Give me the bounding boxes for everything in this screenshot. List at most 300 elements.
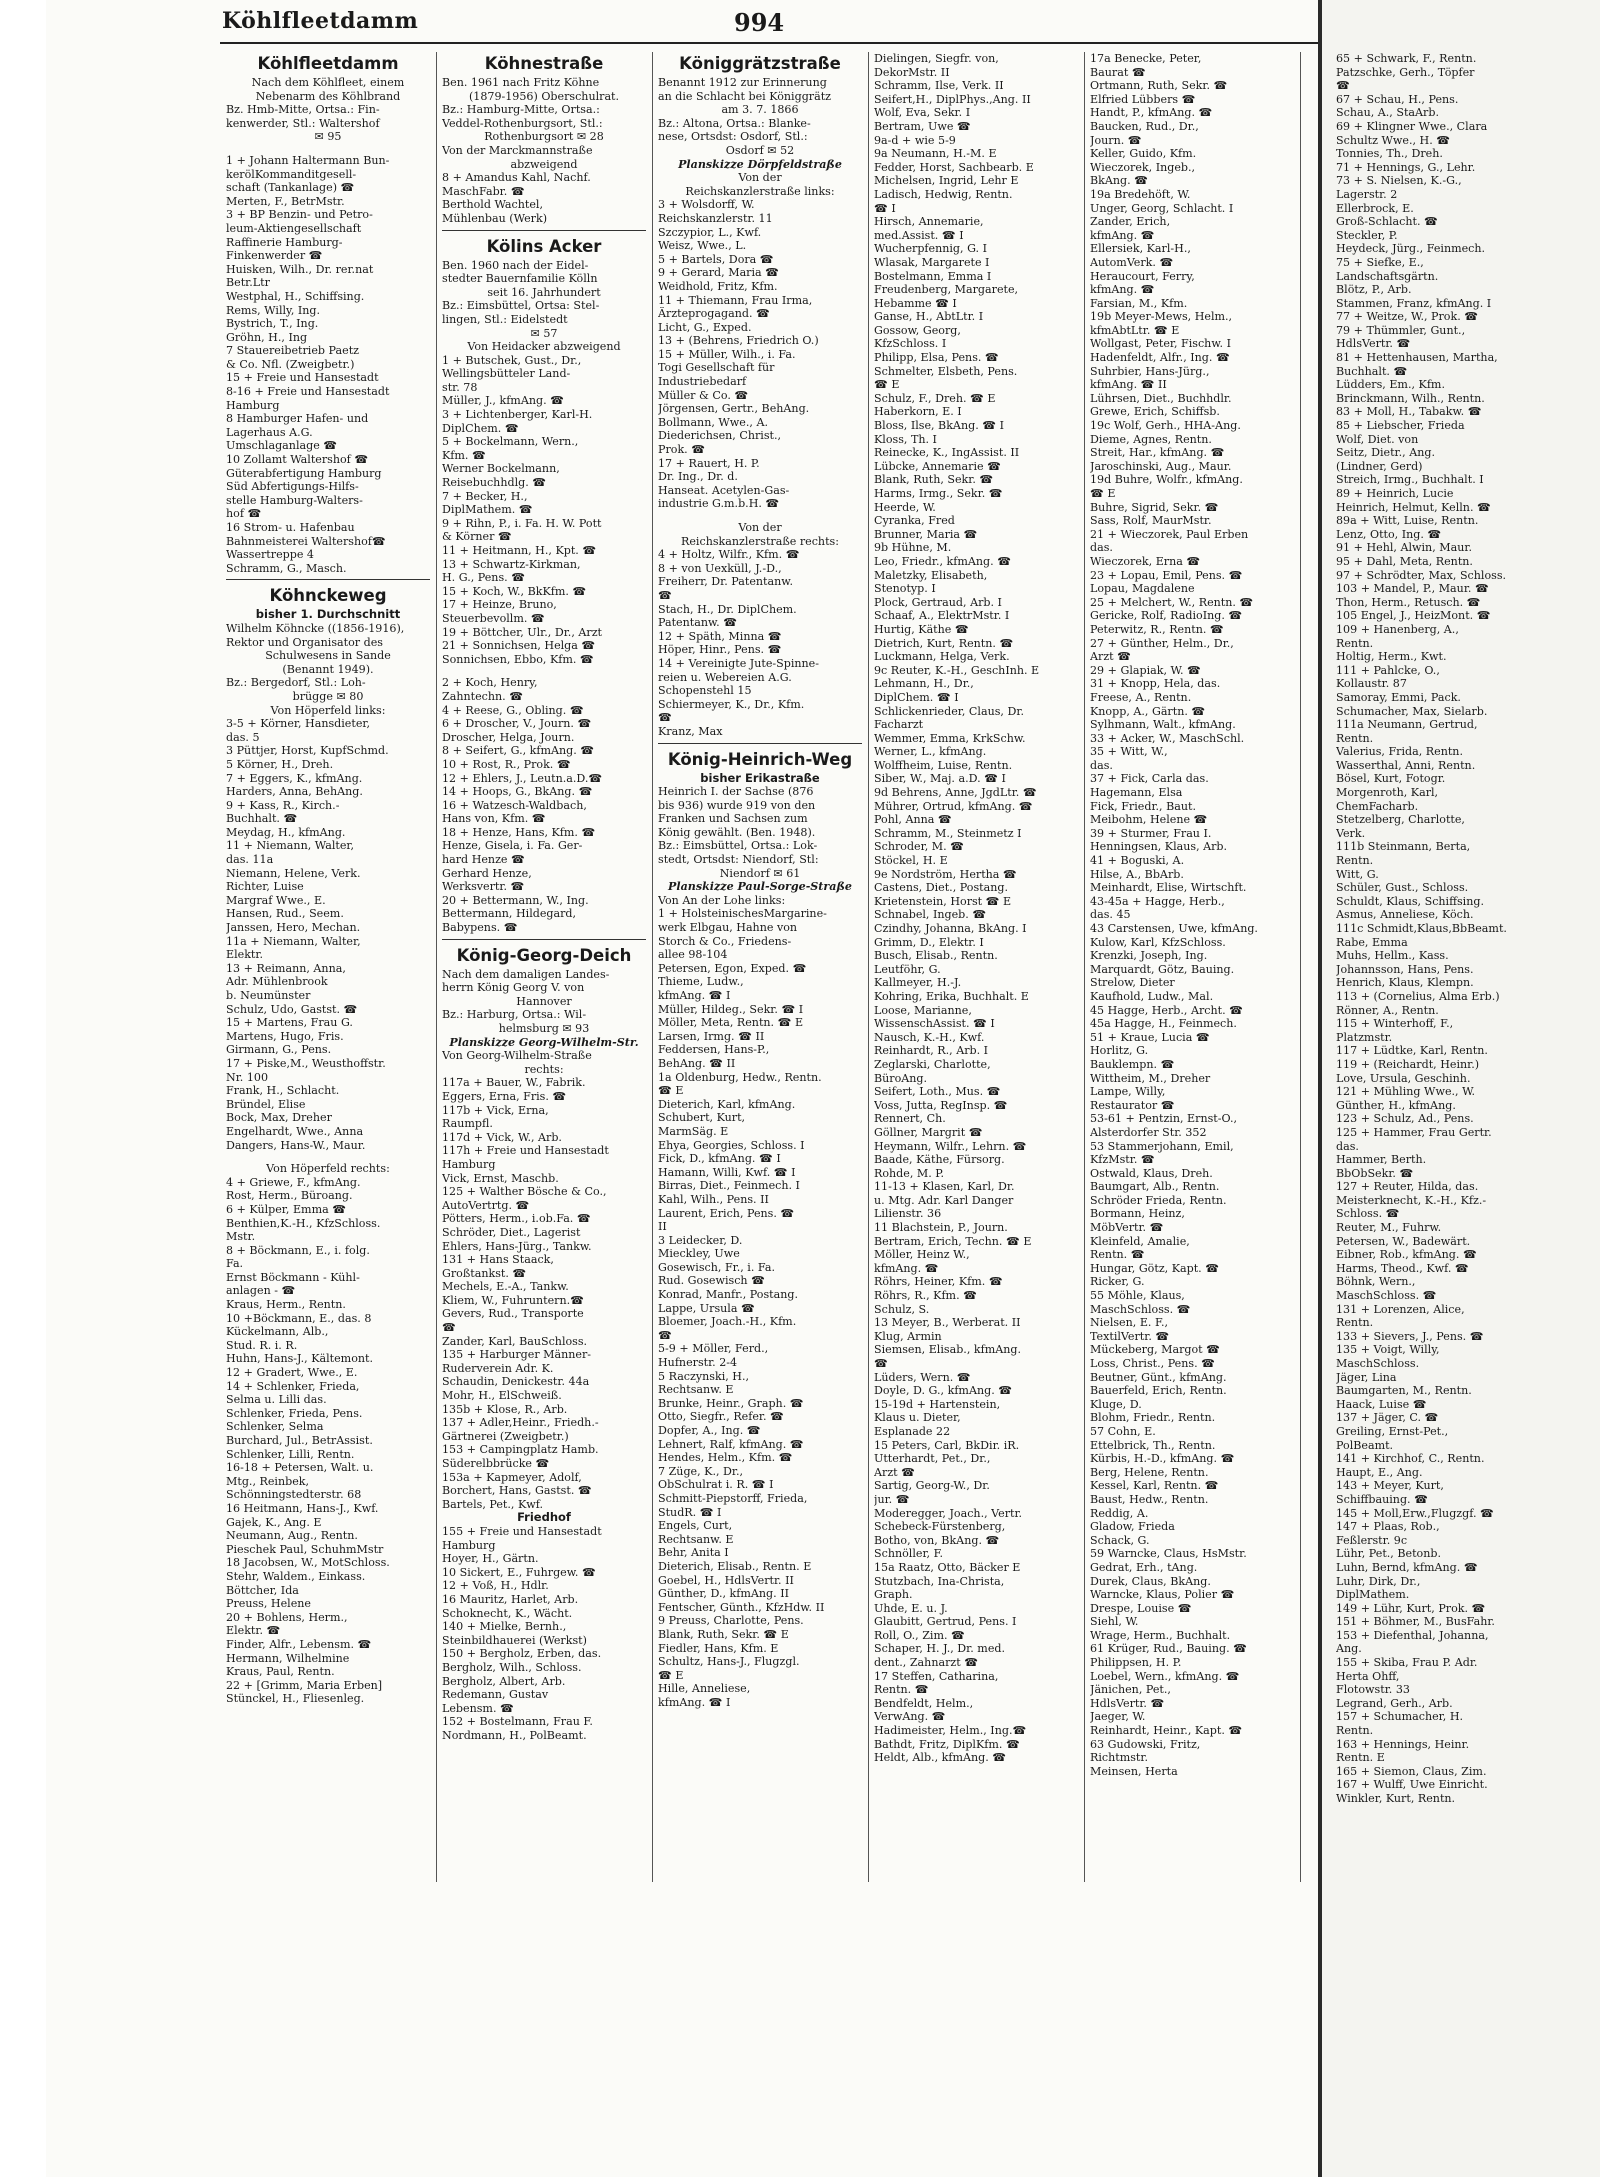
directory-entry: Hebamme ☎ I: [874, 296, 957, 310]
directory-entry: 4 + Holtz, Wilfr., Kfm. ☎: [658, 548, 800, 562]
street-note: (1879-1956) Oberschulrat.: [468, 89, 620, 103]
directory-entry: II: [658, 1220, 667, 1234]
directory-entry: Schröder Frieda, Rentn.: [1090, 1193, 1227, 1207]
directory-entry: Lampe, Willy,: [1090, 1085, 1166, 1099]
directory-entry: Lühr, Pet., Betonb.: [1336, 1547, 1441, 1561]
directory-entry: 9 + Rihn, P., i. Fa. H. W. Pott: [442, 516, 602, 530]
directory-entry: Neumann, Aug., Rentn.: [226, 1529, 358, 1543]
directory-entry: 17 Steffen, Catharina,: [874, 1669, 999, 1683]
directory-entry: Kessel, Karl, Rentn. ☎: [1090, 1479, 1219, 1493]
directory-entry: Adr. Mühlenbrook: [226, 975, 328, 989]
directory-entry: Rentn.: [1336, 636, 1374, 650]
directory-entry: 69 + Klingner Wwe., Clara: [1336, 119, 1488, 133]
directory-entry: Loebel, Wern., kfmAng. ☎: [1090, 1669, 1240, 1683]
directory-entry: 135b + Klose, R., Arb.: [442, 1402, 568, 1416]
directory-entry: 17 + Heinze, Bruno,: [442, 598, 557, 612]
directory-entry: Wemmer, Emma, KrkSchw.: [874, 731, 1026, 745]
directory-entry: Böttcher, Ida: [226, 1583, 299, 1597]
directory-entry: Berg, Helene, Rentn.: [1090, 1465, 1209, 1479]
directory-entry: 14 + Hoops, G., BkAng. ☎: [442, 785, 593, 799]
directory-entry: Benthien,K.-H., KfzSchloss.: [226, 1216, 381, 1230]
directory-entry: Love, Ursula, Geschinh.: [1336, 1071, 1471, 1085]
directory-entry: Flotowstr. 33: [1336, 1683, 1410, 1697]
directory-entry: Patzschke, Gerh., Töpfer: [1336, 65, 1475, 79]
directory-entry: ChemFacharb.: [1336, 799, 1419, 813]
directory-entry: 21 + Wieczorek, Paul Erben: [1090, 527, 1249, 541]
directory-entry: Heymann, Wilfr., Lehrn. ☎: [874, 1139, 1027, 1153]
directory-entry: König gewählt. (Ben. 1948).: [658, 825, 816, 839]
directory-entry: DiplMathem. ☎: [442, 503, 533, 517]
directory-entry: Hoyer, H., Gärtn.: [442, 1552, 539, 1566]
directory-entry: 83 + Moll, H., Tabakw. ☎: [1336, 405, 1482, 419]
directory-entry: Elektr. ☎: [226, 1624, 281, 1638]
directory-entry: 13 + Schwartz-Kirkman,: [442, 557, 581, 571]
directory-entry: Warncke, Klaus, Polier ☎: [1090, 1588, 1235, 1602]
directory-entry: leum-Aktiengesellschaft: [226, 221, 362, 235]
directory-entry: 8 Hamburger Hafen- und: [226, 412, 369, 426]
directory-entry: Luckmann, Helga, Verk.: [874, 650, 1010, 664]
directory-entry: Hadenfeldt, Alfr., Ing. ☎: [1090, 351, 1230, 365]
directory-entry: Rentn.: [1336, 731, 1374, 745]
directory-entry: 14 + Vereinigte Jute-Spinne-: [658, 656, 819, 670]
directory-entry: Lappe, Ursula ☎: [658, 1301, 755, 1315]
directory-entry: Wassertreppe 4: [226, 548, 314, 562]
directory-entry: 103 + Mandel, P., Maur. ☎: [1336, 582, 1489, 596]
directory-entry: Bollmann, Wwe., A.: [658, 415, 768, 429]
directory-entry: Feddersen, Hans-P.,: [658, 1043, 770, 1057]
directory-entry: 153 + Diefenthal, Johanna,: [1336, 1628, 1489, 1642]
directory-entry: Redemann, Gustav: [442, 1688, 549, 1702]
directory-entry: Kückelmann, Alb.,: [226, 1325, 329, 1339]
directory-entry: ☎: [658, 711, 672, 725]
directory-entry: 16 Heitmann, Hans-J., Kwf.: [226, 1501, 379, 1515]
directory-entry: nese, Ortsdst: Osdorf, Stl.:: [658, 130, 808, 144]
directory-entry: 12 + Gradert, Wwe., E.: [226, 1366, 358, 1380]
street-note: Reichskanzlerstraße links:: [685, 184, 835, 198]
directory-entry: Berthold Wachtel,: [442, 198, 543, 212]
directory-entry: Industriebedarf: [658, 375, 747, 389]
directory-entry: Lehnert, Ralf, kfmAng. ☎: [658, 1437, 804, 1451]
directory-entry: Röhrs, Heiner, Kfm. ☎: [874, 1275, 1003, 1289]
directory-entry: 145 + Moll,Erw.,Flugzgf. ☎: [1336, 1506, 1494, 1520]
directory-entry: Zeglarski, Charlotte,: [874, 1057, 991, 1071]
directory-entry: Ganse, H., AbtLtr. I: [874, 310, 984, 324]
directory-entry: 18 Jacobsen, W., MotSchloss.: [226, 1556, 390, 1570]
directory-entry: Wolf, Diet. von: [1336, 432, 1419, 446]
directory-entry: Rentn. ☎: [874, 1683, 929, 1697]
directory-entry: Leo, Friedr., kfmAng. ☎: [874, 554, 1012, 568]
directory-entry: Dieterich, Elisab., Rentn. E: [658, 1559, 812, 1573]
directory-entry: DiplMathem.: [1336, 1588, 1410, 1602]
directory-entry: Haberkorn, E. I: [874, 405, 962, 419]
directory-entry: 117b + Vick, Erna,: [442, 1103, 549, 1117]
directory-entry: Arzt ☎: [1090, 650, 1131, 664]
directory-entry: Stetzelberg, Charlotte,: [1336, 813, 1465, 827]
directory-entry: Roll, O., Zim. ☎: [874, 1628, 965, 1642]
street-note: Von der: [738, 171, 782, 185]
directory-entry: 165 + Siemon, Claus, Zim.: [1336, 1764, 1487, 1778]
directory-entry: bis 936) wurde 919 von den: [658, 798, 816, 812]
directory-entry: stelle Hamburg-Walters-: [226, 493, 363, 507]
directory-entry: Baurat ☎: [1090, 65, 1146, 79]
directory-entry: 15 + Müller, Wilh., i. Fa.: [658, 347, 796, 361]
directory-entry: Müller & Co. ☎: [658, 388, 749, 402]
directory-entry: kfmAng. ☎: [874, 1261, 939, 1275]
directory-entry: 143 + Meyer, Kurt,: [1336, 1479, 1444, 1493]
directory-entry: 7 + Eggers, K., kfmAng.: [226, 771, 363, 785]
directory-entry: kfmAng. ☎: [1090, 228, 1155, 242]
directory-entry: Lilienstr. 36: [874, 1207, 942, 1221]
directory-entry: 25 + Melchert, W., Rentn. ☎: [1090, 595, 1254, 609]
directory-entry: 15 + Martens, Frau G.: [226, 1016, 353, 1030]
directory-entry: Betr.Ltr: [226, 276, 270, 290]
directory-entry: Hille, Anneliese,: [658, 1682, 751, 1696]
directory-entry: Dietrich, Kurt, Rentn. ☎: [874, 636, 1014, 650]
street-note: Nach dem Köhlfleet, einem: [251, 76, 405, 89]
directory-entry: 11a + Niemann, Walter,: [226, 934, 361, 948]
directory-entry: 135 + Harburger Männer-: [442, 1348, 592, 1362]
directory-entry: Bz.: Bergedorf, Stl.: Loh-: [226, 676, 366, 690]
directory-entry: Haupt, E., Ang.: [1336, 1465, 1423, 1479]
directory-entry: Ehya, Georgies, Schloss. I: [658, 1138, 805, 1152]
directory-entry: Ellersiek, Karl-H.,: [1090, 242, 1191, 256]
directory-entry: Diederichsen, Christ.,: [658, 429, 782, 443]
directory-entry: u. Mtg. Adr. Karl Danger: [874, 1193, 1014, 1207]
directory-entry: 3-5 + Körner, Hansdieter,: [226, 717, 371, 731]
directory-entry: Reuter, M., Fuhrw.: [1336, 1221, 1442, 1235]
directory-entry: KfzMstr. ☎: [1090, 1153, 1155, 1167]
directory-entry: 67 + Schau, H., Pens.: [1336, 92, 1459, 106]
directory-entry: Mieckley, Uwe: [658, 1247, 740, 1261]
directory-entry: 135 + Voigt, Willy,: [1336, 1343, 1440, 1357]
directory-entry: 3 Leidecker, D.: [658, 1233, 743, 1247]
directory-entry: ☎ E: [1090, 487, 1116, 500]
column-3: [658, 52, 862, 1902]
street-note: Schulwesens in Sande: [265, 649, 391, 663]
directory-entry: Freiherr, Dr. Patentanw.: [658, 575, 793, 589]
directory-entry: Henze, Gisela, i. Fa. Ger-: [442, 839, 583, 853]
directory-entry: Günther, H., kfmAng.: [1336, 1098, 1456, 1112]
directory-entry: Weisz, Wwe., L.: [658, 239, 747, 253]
directory-entry: Schloss. ☎: [1336, 1207, 1400, 1221]
directory-entry: Gajek, K., Ang. E: [226, 1515, 322, 1529]
directory-entry: Reisebuchhdlg. ☎: [442, 476, 547, 490]
directory-entry: Facharzt: [874, 718, 924, 732]
directory-entry: 16-18 + Petersen, Walt. u.: [226, 1461, 374, 1475]
directory-entry: Voss, Jutta, RegInsp. ☎: [874, 1098, 1008, 1112]
directory-entry: ☎: [658, 1328, 672, 1342]
directory-entry: Rektor und Organisator des: [226, 635, 383, 649]
street-note: Von Höperfeld links:: [270, 703, 386, 717]
directory-entry: Legrand, Gerh., Arb.: [1336, 1696, 1453, 1710]
directory-entry: 95 + Dahl, Meta, Rentn.: [1336, 554, 1473, 568]
directory-entry: Rentn. ☎: [1090, 1248, 1145, 1262]
directory-entry: 53-61 + Pentzin, Ernst-O.,: [1090, 1112, 1237, 1126]
street-heading: Köhnckeweg: [269, 586, 387, 606]
directory-entry: MaschSchloss. ☎: [1090, 1302, 1191, 1316]
directory-entry: Krenzki, Joseph, Ing.: [1090, 949, 1208, 963]
directory-entry: jur. ☎: [874, 1492, 910, 1506]
spacer: [226, 144, 430, 154]
directory-entry: 111b Steinmann, Berta,: [1336, 840, 1471, 854]
directory-entry: 8 + Böckmann, E., i. folg.: [226, 1243, 370, 1257]
directory-entry: 133 + Sievers, J., Pens. ☎: [1336, 1329, 1484, 1343]
directory-entry: Farsian, M., Kfm.: [1090, 296, 1188, 310]
directory-entry: Kürbis, H.-D., kfmAng. ☎: [1090, 1452, 1235, 1466]
directory-entry: Bloss, Ilse, BkAng. ☎ I: [874, 419, 1004, 433]
directory-entry: 21 + Sonnichsen, Helga ☎: [442, 639, 596, 653]
directory-entry: Buchhalt. ☎: [226, 812, 298, 826]
directory-entry: 3 + BP Benzin- und Petro-: [226, 208, 373, 222]
directory-entry: Pohl, Anna ☎: [874, 813, 952, 827]
street-note: helmsburg ✉ 93: [498, 1022, 590, 1035]
directory-entry: Schopenstehl 15: [658, 684, 752, 698]
running-title: Köhlfleetdamm: [222, 8, 419, 34]
directory-entry: Gröhn, H., Ing: [226, 330, 308, 344]
directory-entry: Blank, Ruth, Sekr. ☎ E: [658, 1627, 789, 1641]
directory-entry: Rechtsanw. E: [658, 1383, 734, 1397]
directory-entry: Kaufhold, Ludw., Mal.: [1090, 989, 1214, 1003]
directory-entry: 3 + Lichtenberger, Karl-H.: [442, 408, 593, 422]
directory-entry: Sylhmann, Walt., kfmAng.: [1090, 718, 1236, 732]
directory-entry: Drespe, Louise ☎: [1090, 1601, 1192, 1615]
directory-entry: Zander, Karl, BauSchloss.: [442, 1334, 588, 1348]
directory-entry: Schmelter, Elsbeth, Pens.: [874, 364, 1018, 378]
column-1: [226, 52, 430, 1902]
directory-entry: Reinhardt, R., Arb. I: [874, 1044, 989, 1058]
directory-entry: werk Elbgau, Hahne von: [658, 921, 798, 935]
directory-entry: Lagerhaus A.G.: [226, 425, 313, 439]
directory-entry: Baumgarten, M., Rentn.: [1336, 1384, 1472, 1398]
directory-entry: Steuerbevollm. ☎: [442, 611, 545, 625]
directory-entry: Dielingen, Siegfr. von,: [874, 52, 999, 65]
directory-entry: 123 + Schulz, Ad., Pens.: [1336, 1112, 1474, 1126]
directory-entry: Steinbildhauerei (Werkst): [442, 1633, 587, 1647]
directory-entry: Schultz Wwe., H. ☎: [1336, 133, 1451, 147]
directory-entry: & Körner ☎: [442, 530, 512, 544]
directory-entry: ☎ E: [658, 1668, 684, 1682]
directory-entry: Baumgart, Alb., Rentn.: [1090, 1180, 1220, 1194]
directory-entry: 6 + Droscher, V., Journ. ☎: [442, 717, 592, 731]
directory-entry: Togi Gesellschaft für: [658, 361, 775, 375]
street-note: (Benannt 1949).: [282, 662, 374, 676]
directory-entry: Meydag, H., kfmAng.: [226, 825, 346, 839]
directory-entry: 7 + Becker, H.,: [442, 489, 528, 503]
directory-entry: Finder, Alfr., Lebensm. ☎: [226, 1637, 372, 1651]
directory-entry: 111a Neumann, Gertrud,: [1336, 718, 1478, 732]
directory-entry: Ladisch, Hedwig, Rentn.: [874, 187, 1013, 201]
directory-entry: Schnabel, Ingeb. ☎: [874, 908, 987, 922]
directory-entry: Keller, Guido, Kfm.: [1090, 147, 1197, 161]
directory-entry: Strelow, Dieter: [1090, 976, 1175, 990]
directory-entry: Sartig, Georg-W., Dr.: [874, 1479, 990, 1493]
directory-entry: 111 + Pahlcke, O.,: [1336, 663, 1440, 677]
directory-entry: Schlenker, Selma: [226, 1420, 324, 1434]
directory-entry: 43-45a + Hagge, Herb.,: [1090, 894, 1225, 908]
directory-entry: Stach, H., Dr. DiplChem.: [658, 602, 797, 616]
directory-entry: Kallmeyer, H.-J.: [874, 976, 962, 990]
spacer: [658, 511, 862, 521]
directory-entry: StudR. ☎ I: [658, 1505, 722, 1519]
directory-entry: 57 Cohn, E.: [1090, 1424, 1156, 1438]
directory-entry: ☎: [1336, 79, 1350, 93]
directory-entry: Lübcke, Annemarie ☎: [874, 459, 1001, 473]
directory-entry: 153a + Kapmeyer, Adolf,: [442, 1470, 582, 1484]
directory-entry: 117 + Lüdtke, Karl, Rentn.: [1336, 1044, 1488, 1058]
directory-entry: Werner, L., kfmAng.: [874, 745, 987, 759]
directory-entry: Schlenker, Frieda, Pens.: [226, 1406, 363, 1420]
directory-entry: Hilse, A., BbArb.: [1090, 867, 1184, 881]
directory-entry: Sass, Rolf, MaurMstr.: [1090, 514, 1212, 528]
directory-entry: 117d + Vick, W., Arb.: [442, 1130, 562, 1144]
directory-entry: Bründel, Elise: [226, 1097, 306, 1111]
directory-entry: Wellingsbütteler Land-: [442, 367, 571, 381]
directory-entry: Rost, Herm., Büroang.: [226, 1189, 353, 1203]
directory-entry: Nausch, K.-H., Kwf.: [874, 1030, 985, 1044]
directory-entry: 140 + Mielke, Bernh.,: [442, 1620, 567, 1634]
directory-entry: Schuldt, Klaus, Schiffsing.: [1336, 894, 1485, 908]
directory-entry: 153 + Campingplatz Hamb.: [442, 1443, 599, 1457]
directory-entry: Bahnmeisterei Waltershof☎: [226, 534, 386, 548]
directory-entry: Hamburg: [442, 1157, 496, 1171]
directory-entry: 105 Engel, J., HeizMont. ☎: [1336, 609, 1491, 623]
directory-entry: Landschaftsgärtn.: [1336, 269, 1439, 283]
directory-entry: 141 + Kirchhof, C., Rentn.: [1336, 1452, 1485, 1466]
directory-entry: Ortmann, Ruth, Sekr. ☎: [1090, 79, 1228, 93]
directory-entry: Peterwitz, R., Rentn. ☎: [1090, 622, 1224, 636]
directory-entry: Weidhold, Fritz, Kfm.: [658, 279, 778, 293]
directory-entry: Bz. Hmb-Mitte, Ortsa.: Fin-: [226, 103, 380, 117]
directory-entry: Baade, Käthe, Fürsorg.: [874, 1153, 1005, 1167]
street-subheading: Friedhof: [517, 1511, 571, 1525]
directory-entry: Mechels, E.-A., Tankw.: [442, 1280, 569, 1294]
directory-entry: Schiermeyer, K., Dr., Kfm.: [658, 697, 805, 711]
directory-entry: Restaurator ☎: [1090, 1098, 1175, 1112]
directory-entry: Gladow, Frieda: [1090, 1520, 1175, 1534]
directory-entry: Schulz, Udo, Gastst. ☎: [226, 1002, 358, 1016]
directory-entry: 131 + Lorenzen, Alice,: [1336, 1302, 1465, 1316]
directory-entry: Wucherpfennig, G. I: [874, 242, 987, 256]
street-note: Osdorf ✉ 52: [725, 143, 795, 157]
directory-entry: Schebeck-Fürstenberg,: [874, 1520, 1006, 1534]
directory-entry: Babypens. ☎: [442, 921, 518, 935]
directory-entry: med.Assist. ☎ I: [874, 228, 964, 242]
directory-entry: Baucken, Rud., Dr.,: [1090, 119, 1199, 133]
directory-entry: Larsen, Irmg. ☎ II: [658, 1029, 765, 1043]
street-subheading: bisher 1. Durchschnitt: [255, 608, 401, 622]
section-rule: [442, 230, 646, 231]
directory-entry: Stud. R. i. R.: [226, 1338, 298, 1352]
directory-entry: 9b Hühne, M.: [874, 541, 952, 555]
directory-entry: Storch & Co., Friedens-: [658, 934, 792, 948]
directory-entry: 11-13 + Klasen, Karl, Dr.: [874, 1180, 1015, 1194]
directory-entry: 45 Hagge, Herb., Archt. ☎: [1090, 1003, 1243, 1017]
directory-entry: kfmAng. ☎: [1090, 283, 1155, 297]
directory-entry: Moderegger, Joach., Vertr.: [874, 1506, 1023, 1520]
directory-entry: 1 + HolsteinischesMargarine-: [658, 907, 827, 921]
directory-entry: Gedrat, Erh., tAng.: [1090, 1560, 1198, 1574]
directory-entry: Platzmstr.: [1336, 1030, 1393, 1044]
directory-entry: Richtmstr.: [1090, 1751, 1148, 1765]
directory-entry: Nordmann, H., PolBeamt.: [442, 1728, 587, 1742]
directory-entry: Bystrich, T., Ing.: [226, 317, 319, 331]
directory-entry: Müller, J., kfmAng. ☎: [442, 394, 564, 408]
directory-entry: 9 Preuss, Charlotte, Pens.: [658, 1614, 804, 1628]
directory-entry: Brunner, Maria ☎: [874, 527, 978, 541]
directory-entry: kfmAbtLtr. ☎ E: [1090, 323, 1180, 337]
directory-entry: MaschFabr. ☎: [442, 184, 525, 198]
directory-entry: Werksvertr. ☎: [442, 880, 525, 894]
directory-entry: Bergholz, Albert, Arb.: [442, 1674, 566, 1688]
directory-entry: Schramm, G., Masch.: [226, 561, 347, 575]
directory-entry: 37 + Fick, Carla das.: [1090, 772, 1209, 786]
directory-entry: das.: [1336, 1139, 1359, 1153]
directory-entry: Luhr, Dirk, Dr.,: [1336, 1574, 1421, 1588]
directory-entry: ☎ E: [874, 378, 900, 392]
directory-entry: an die Schlacht bei Königgrätz: [658, 89, 832, 103]
directory-entry: Grimm, D., Elektr. I: [874, 935, 984, 949]
directory-entry: Ernst Böckmann - Kühl-: [226, 1270, 360, 1284]
directory-entry: Siber, W., Maj. a.D. ☎ I: [874, 772, 1006, 786]
directory-entry: Franken und Sachsen zum: [658, 812, 808, 826]
directory-entry: Ben. 1961 nach Fritz Köhne: [442, 76, 600, 89]
directory-entry: lingen, Stl.: Eidelstedt: [442, 312, 568, 326]
directory-entry: Schack, G.: [1090, 1533, 1150, 1547]
directory-entry: b. Neumünster: [226, 989, 311, 1002]
directory-entry: Süderelbbrücke ☎: [442, 1457, 550, 1470]
street-note: am 3. 7. 1866: [721, 103, 799, 117]
street-heading: König-Georg-Deich: [456, 945, 632, 965]
directory-entry: H. G., Pens. ☎: [442, 571, 526, 585]
directory-entry: Kloss, Th. I: [874, 432, 937, 446]
directory-entry: ☎: [874, 1357, 888, 1370]
directory-entry: Schmitt-Piepstorff, Frieda,: [658, 1491, 808, 1505]
directory-entry: Rems, Willy, Ing.: [226, 303, 321, 317]
directory-entry: Rud. Gosewisch ☎: [658, 1274, 765, 1288]
directory-entry: Hurtig, Käthe ☎: [874, 622, 969, 636]
next-page: [1322, 0, 1600, 2177]
street-heading: Kölins Acker: [486, 236, 602, 256]
directory-entry: Rennert, Ch.: [874, 1112, 946, 1126]
directory-entry: 10 + Rost, R., Prok. ☎: [442, 757, 571, 771]
directory-entry: 20 + Bohlens, Herm.,: [226, 1610, 348, 1624]
directory-entry: 71 + Hennings, G., Lehr.: [1336, 160, 1476, 174]
directory-entry: Schlenker, Lilli, Rentn.: [226, 1447, 355, 1461]
directory-entry: Bz.: Harburg, Ortsa.: Wil-: [442, 1008, 587, 1022]
directory-entry: Heinrich, Helmut, Kelln. ☎: [1336, 500, 1491, 514]
directory-entry: Ricker, G.: [1090, 1275, 1145, 1289]
directory-entry: ☎ I: [874, 201, 896, 215]
directory-entry: 7 Stauereibetrieb Paetz: [226, 344, 360, 358]
directory-entry: Ärzteprogagand. ☎: [658, 307, 770, 321]
section-rule: [226, 579, 430, 580]
directory-entry: Hirsch, Annemarie,: [874, 215, 984, 229]
directory-entry: kenwerder, Stl.: Waltershof: [226, 116, 380, 130]
directory-entry: Haack, Luise ☎: [1336, 1397, 1427, 1411]
directory-entry: Leutföhr, G.: [874, 962, 941, 976]
directory-entry: 11 + Niemann, Walter,: [226, 839, 354, 853]
directory-entry: Heraucourt, Ferry,: [1090, 269, 1195, 283]
directory-entry: 5 + Bartels, Dora ☎: [658, 252, 774, 266]
directory-entry: 97 + Schrödter, Max, Schloss.: [1336, 568, 1507, 582]
directory-entry: Loose, Marianne,: [874, 1003, 972, 1017]
directory-entry: Pieschek Paul, SchuhmMstr: [226, 1542, 384, 1556]
directory-entry: 29 + Glapiak, W. ☎: [1090, 663, 1201, 677]
directory-entry: hof ☎: [226, 507, 262, 521]
directory-entry: Hans von, Kfm. ☎: [442, 812, 546, 826]
directory-entry: dent., Zahnarzt ☎: [874, 1656, 979, 1670]
directory-entry: das.: [1090, 541, 1113, 555]
